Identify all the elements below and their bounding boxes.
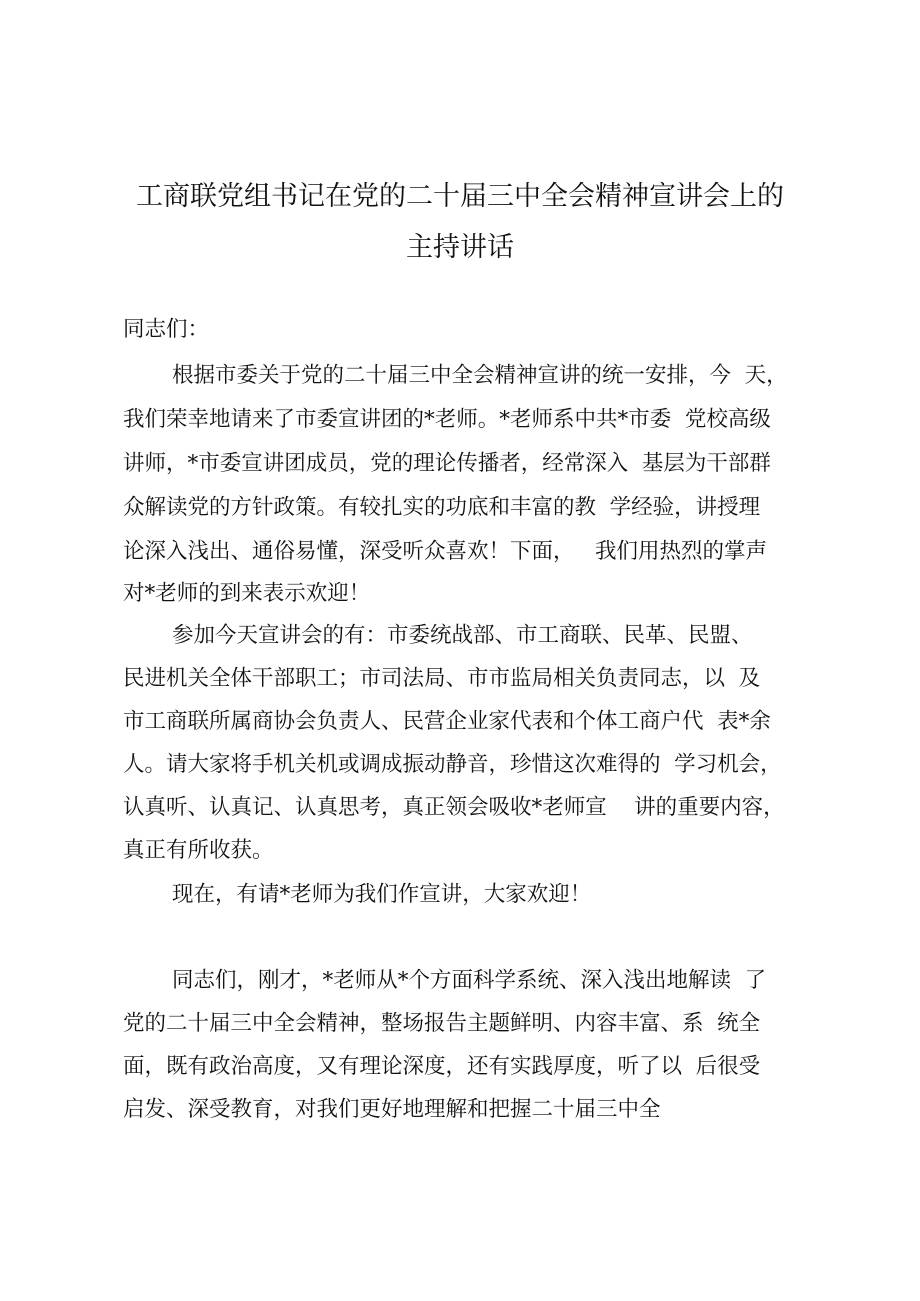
paragraph-2-line: 民进机关全体干部职工；市司法局、市市监局相关负责同志，以 及	[123, 666, 761, 691]
document-title-line-2: 主持讲话	[406, 232, 514, 263]
paragraph-1-line: 对*老师的到来表示欢迎！	[123, 581, 371, 606]
paragraph-4-line: 面，既有政治高度，又有理论深度，还有实践厚度，听了以 后很受	[123, 1054, 761, 1079]
paragraph-2-line: 人。请大家将手机关机或调成振动静音，珍惜这次难得的 学习机会，	[123, 752, 782, 777]
paragraph-3: 现在，有请*老师为我们作宣讲，大家欢迎！	[172, 882, 592, 907]
paragraph-1-line: 我们荣幸地请来了市委宣讲团的*老师。*老师系中共*市委 党校高级	[123, 407, 771, 432]
paragraph-4-line: 同志们，刚才，*老师从*个方面科学系统、深入浅出地解读 了	[172, 968, 767, 993]
paragraph-1-line: 根据市委关于党的二十届三中全会精神宣讲的统一安排，今 天，	[172, 363, 788, 388]
salutation: 同志们：	[123, 317, 210, 342]
paragraph-1-line: 讲师，*市委宣讲团成员，党的理论传播者，经常深入 基层为干部群	[123, 451, 771, 476]
paragraph-2-line: 参加今天宣讲会的有：市委统战部、市工商联、民革、民盟、	[172, 623, 753, 648]
paragraph-4-line: 党的二十届三中全会精神，整场报告主题鲜明、内容丰富、系 统全	[123, 1011, 761, 1036]
paragraph-1-line: 论深入浅出、通俗易懂，深受听众喜欢！下面， 我们用热烈的掌声	[123, 539, 768, 564]
paragraph-2-line: 真正有所收获。	[123, 838, 274, 863]
document-title-line-1: 工商联党组书记在党的二十届三中全会精神宣讲会上的	[136, 181, 784, 212]
paragraph-2-line: 市工商联所属商协会负责人、民营企业家代表和个体工商户代 表*余	[123, 709, 771, 734]
paragraph-1-line: 众解读党的方针政策。有较扎实的功底和丰富的教 学经验，讲授理	[123, 495, 761, 520]
paragraph-2-line: 认真听、认真记、认真思考，真正领会吸收*老师宣 讲的重要内容，	[123, 795, 785, 820]
paragraph-4-line: 启发、深受教育，对我们更好地理解和把握二十届三中全	[123, 1097, 661, 1122]
